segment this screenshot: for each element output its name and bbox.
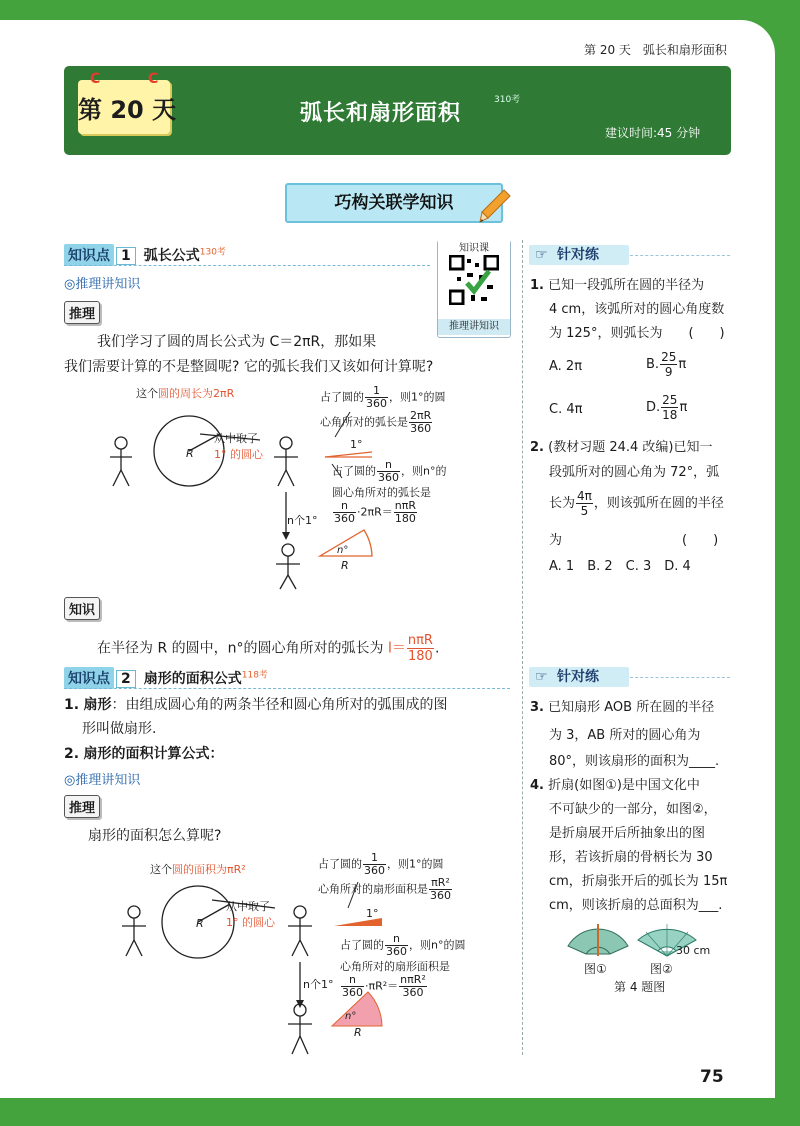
one-degree-label: 1° [350,438,363,451]
arc-formula: 在半径为 R 的圆中，n°的圆心角所对的弧长为 l＝ $\frac{\text{nπR}}{180}$ . [97,633,440,664]
diagram1-mid: 占了圆的 $\frac{n}{360}$ ，则n°的 圆心角所对的弧长是 $\frac{n}{360}$ ·2πR＝ $\frac{\text{nπR}}{180}$ [332,458,447,525]
reasoning-sub: ◎推理讲知识 [64,773,141,788]
ring-icon: C [90,71,101,87]
kp2-item2: 2. 扇形的面积计算公式： [64,746,224,762]
divider [630,255,730,256]
pointing-hand-icon: ☞ [535,669,548,685]
q2-line1: 2. (教材习题 24.4 改编)已知一 [530,440,713,455]
diagram2-mid: 占了圆的 $\frac{n}{360}$ ，则n°的圆 心角所对的扇形面积是 $\frac{n}{360}$ ·πR²＝ $\frac{\text{nπR²}}{360}$ [340,932,466,999]
diagram2-top: 占了圆的 $\frac{1}{360}$ ，则1°的圆 心角所对的扇形面积是 $\frac{\text{πR²}}{360}$ [318,851,451,902]
kp-number: 2 [116,670,136,688]
q1-option-b: B. $\frac{25}{9}$ π [646,350,687,379]
page-title: 弧长和扇形面积 [300,101,462,126]
practice-header-2: ☞ 针对练 [529,667,629,687]
one-degree-label: 1° [366,907,379,920]
kp-title: 扇形的面积公式 [143,671,242,687]
column-divider [522,240,523,1055]
q2-line3: 长为 $\frac{4\pi}{5}$ ，则该弧所在圆的半径 [549,489,724,518]
reason-tag: 推理 [64,795,100,818]
q2-line4: 为 [549,533,563,548]
q1-line3: 为 125°，则弧长为 ( ) [549,326,725,341]
reason-tag: 推理 [64,301,100,324]
intro-line-1: 我们学习了圆的周长公式为 C＝2πR，那如果 [97,334,377,350]
fig1-label: 图① [584,962,607,976]
q3-line3: 80°，则该扇形的面积为____. [549,754,720,769]
kp-tag: 130考 [199,247,226,258]
divider [64,265,430,266]
q1-option-a: A. 2π [549,359,583,374]
radius-label: R [196,917,204,930]
pencil-icon [478,188,512,224]
q1-line2: 4 cm，该弧所对的圆心角度数 [549,302,725,317]
diagram2-take: 从中取了 1° 的圆心 [226,900,275,929]
q3-line1: 3. 已知扇形 AOB 所在圆的半径 [530,700,715,715]
n-copies-label: n个1° [287,514,318,527]
qr-code-icon [449,255,499,305]
reasoning-sub: ◎推理讲知识 [64,277,141,292]
knowledge-tag: 知识 [64,597,100,620]
pointing-hand-icon: ☞ [535,247,548,263]
intro-line-2: 我们需要计算的不是整圆呢? 它的弧长我们又该如何计算呢? [64,359,434,375]
q4-line5: cm，折扇张开后的弧长为 15π [549,874,728,889]
section-title: 巧构关联学知识 [285,183,503,223]
fig2-label: 图② [650,962,673,976]
qr-bottom-label: 推理讲知识 [438,319,510,335]
diagram1-note: 这个圆的周长为2πR [136,387,235,400]
kp2-item1: 1. 扇形：由组成圆心角的两条半径和圆心角所对的弧围成的图 [64,697,448,713]
q2-options: A. 1 B. 2 C. 3 D. 4 [549,559,691,574]
q4-line2: 不可缺少的一部分，如图②， [549,802,717,817]
figure-caption: 第 4 题图 [614,980,666,994]
kp-badge: 知识点 [64,244,114,266]
q1-option-c: C. 4π [549,402,583,417]
q4-line3: 是折扇展开后所抽象出的图 [549,826,706,841]
qr-top-label: 知识课 [438,239,510,254]
q3-line2: 为 3，AB 所对的圆心角为 [549,728,701,743]
kp-title: 弧长公式 [143,248,200,264]
q2-line2: 段弧所对的圆心角为 72°，弧 [549,465,720,480]
radius-label: R [186,447,194,460]
qr-box[interactable] [437,240,511,338]
kp2-item1-cont: 形叫做扇形. [82,721,157,737]
n-copies-label: n个1° [303,978,334,991]
ring-icon: C [148,71,159,87]
kp-tag: 118考 [241,670,268,681]
n-angle-label: n° [337,545,349,556]
day-box [78,71,177,134]
q2-answer-blank: ( ) [682,533,719,548]
diagram1-top: 占了圆的 $\frac{1}{360}$ ，则1°的圆 心角所对的弧长是 $\frac{2\pi R}{360}$ [320,384,446,435]
diagram2-note: 这个圆的面积为πR² [150,863,246,876]
q1-option-d: D. $\frac{25}{18}$ π [646,393,688,422]
divider [630,677,730,678]
day-label: 第 20 天 [78,96,177,124]
sector-radius-label: R [341,559,349,572]
sector-radius-label: R [354,1026,362,1039]
title-tag: 310考 [494,95,521,105]
divider [64,688,510,689]
suggested-time: 建议时间:45 分钟 [605,126,701,140]
fan-length-label: 30 cm [676,944,711,957]
page-number: 75 [700,1067,724,1087]
running-head: 第 20 天 弧长和扇形面积 [584,43,727,57]
n-angle-label: n° [345,1011,357,1022]
q4-line6: cm，则该折扇的总面积为___. [549,898,723,913]
kp1-header [64,244,226,266]
kp2-question: 扇形的面积怎么算呢? [88,828,222,844]
kp-badge: 知识点 [64,667,114,689]
q4-line1: 4. 折扇(如图①)是中国文化中 [530,778,700,793]
kp2-header [64,667,268,689]
kp-number: 1 [116,247,136,265]
q1-line1: 1. 已知一段弧所在圆的半径为 [530,278,705,293]
practice-header-1: ☞ 针对练 [529,245,629,265]
q4-line4: 形，若该折扇的骨柄长为 30 [549,850,713,865]
diagram1-take: 从中取了 1° 的圆心 [214,432,263,461]
